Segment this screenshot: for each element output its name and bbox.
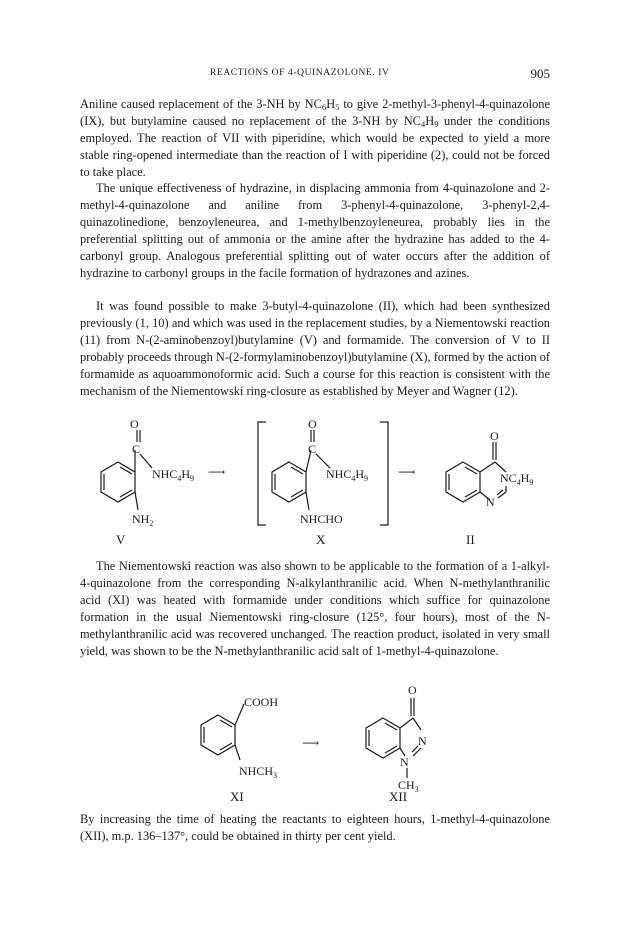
paragraph-1: Aniline caused replacement of the 3-NH by $NC_6H_5$ to give 2-methyl-3-phenyl-4-quinazolone (IX), but butylamine caused no replacement of the 3-NH by $NC_4H_9$ under the conditions employed. The reaction of VII with piperidine, which would be expected to yield a more stable ring-opened intermediate than the reaction of I with piperidine (2), could not be forced to take place.: [80, 97, 550, 179]
xi-cooh: COOH: [244, 695, 279, 709]
xii-oxygen: O: [408, 683, 417, 697]
compound-label-xi: XI: [230, 789, 244, 804]
page-number: 905: [530, 66, 550, 81]
paragraph-4: The Niementowski reaction was also shown to be applicable to the formation of a 1-alkyl-4-quinazolone from the corresponding N-alkylanthranilic acid. When N-methylanthranilic acid (XI) was heated with formamide under conditions which suffice for quinazolone formation in the usual Niementowski ring-closure (125°, four hours), most of the N-methylanthranilic acid was recovered unchanged. The reaction product, isolated in very small yield, was shown to be the N-methylanthranilic acid salt of 1-methyl-4-quinazolone.: [80, 559, 550, 658]
reaction-scheme-1: [0, 410, 629, 555]
xii-nitrogen-3: N: [418, 734, 427, 748]
xi-nhch3: $NHCH_3$: [239, 764, 278, 780]
xii-ch3: $CH_3$: [398, 778, 419, 794]
x-oxygen: O: [308, 417, 317, 431]
compound-label-xii: XII: [389, 789, 408, 804]
compound-label-ii: II: [466, 532, 475, 547]
reaction-scheme-2: [0, 668, 629, 808]
v-nhc4h9: $NHC_4H_9$: [152, 467, 195, 483]
v-oxygen: O: [130, 417, 139, 431]
paragraph-5: By increasing the time of heating the reactants to eighteen hours, 1-methyl-4-quinazolone (XII), m.p. 136–137°, could be obtained in thirty per cent yield.: [80, 812, 550, 843]
paragraph-3: It was found possible to make 3-butyl-4-quinazolone (II), which had been synthesized previously (1, 10) and which was used in the replacement studies, by a Niementowski reaction (11) from N-(2-aminobenzoyl)butylamine (V) and formamide. The conversion of V to II probably proceeds through N-(2-formylaminobenzoyl)butylamine (X), formed by the action of formamide as aquoammonoformic acid. Such a course for this reaction is consistent with the mechanism of the Niementowski ring-closure as established by Meyer and Wagner (12).: [80, 299, 551, 398]
paragraph-2: The unique effectiveness of hydrazine, in displacing ammonia from 4-quinazolone and 2-methyl-4-quinazolone and aniline from 3-phenyl-4-quinazolone, 3-phenyl-2,4-quinazolinedione, benzoyleneurea, and 1-methylbenzoyleneurea, probably lies in the preferential splitting out of ammonia or the amine after the hydrazine has added to the 4-carbonyl group. Analogous preferential splitting out of water occurs after the addition of hydrazine to carbonyl groups in the facile formation of hydrazones and azines.: [80, 181, 550, 280]
x-nhc4h9: $NHC_4H_9$: [326, 467, 369, 483]
x-nhcho: NHCHO: [300, 512, 343, 526]
running-title: REACTIONS OF 4-QUINAZOLONE. IV: [210, 68, 390, 78]
x-carbon: C: [308, 442, 317, 456]
compound-label-x: X: [316, 532, 326, 547]
v-nh2: $NH_2$: [132, 512, 154, 528]
arrow-3: ⟶: [302, 736, 320, 750]
ii-nitrogen: N: [486, 495, 495, 509]
ii-nc4h9: $NC_4H_9$: [500, 471, 534, 487]
arrow-1: ⟶: [208, 465, 226, 479]
v-carbon: C: [132, 442, 141, 456]
page-header: [80, 66, 550, 84]
xii-nitrogen-1: N: [400, 755, 409, 769]
arrow-2: ⟶: [398, 465, 416, 479]
compound-label-v: V: [116, 532, 126, 547]
ii-oxygen: O: [490, 429, 499, 443]
